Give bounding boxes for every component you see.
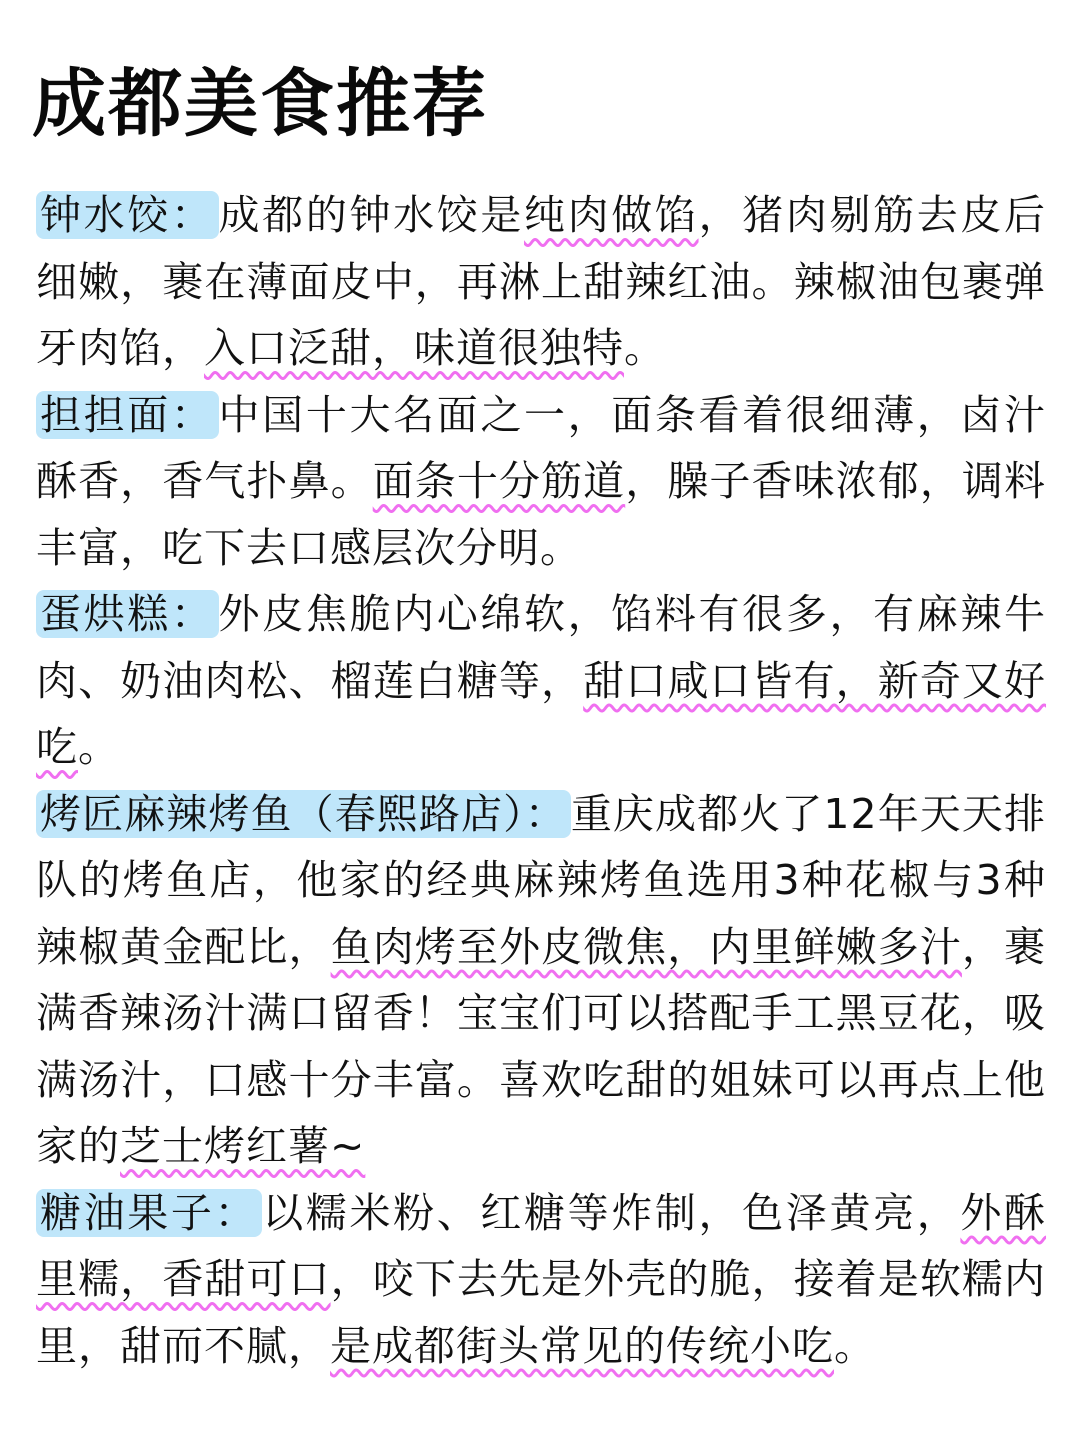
description-text: ，猪肉剔筋去皮后细嫩，裹在薄面皮中，再淋上甜辣红油。辣椒油包裹弹牙肉馅， xyxy=(36,191,1047,372)
food-name-label: 钟水饺： xyxy=(36,191,219,239)
description-text: ，裹满香辣汤汁满口留香！宝宝们可以搭配手工黑豆花，吸满汤汁，口感十分丰富。喜欢吃甜的姐妹可以再点上他家的 xyxy=(36,922,1047,1170)
highlighted-text: 面条十分筋道 xyxy=(372,457,626,505)
food-name-label: 糖油果子： xyxy=(36,1189,262,1237)
food-name-label: 担担面： xyxy=(36,391,219,439)
description-text: ，臊子香味浓郁，调料丰富，吃下去口感层次分明。 xyxy=(36,457,1047,572)
description-text: 。 xyxy=(834,1321,876,1370)
food-name-label: 烤匠麻辣烤鱼（春熙路店）： xyxy=(36,790,571,838)
article xyxy=(32,56,1047,1379)
food-entry xyxy=(36,581,1046,781)
description-text: ，咬下去先是外壳的脆，接着是软糯内里，甜而不腻， xyxy=(36,1255,1046,1370)
description-text: 。 xyxy=(78,723,120,771)
highlighted-text: 入口泛甜，味道很独特 xyxy=(204,324,624,372)
description-text: 成都的钟水饺是 xyxy=(218,191,525,239)
food-entry xyxy=(36,382,1046,582)
highlighted-text: 外酥里糯，香甜可口 xyxy=(36,1188,1047,1303)
highlighted-text: 芝士烤红薯~ xyxy=(120,1122,366,1170)
description-text: 以糯米粉、红糖等炸制，色泽黄亮， xyxy=(262,1188,961,1237)
description-text: 中国十大名面之一，面条看着很细薄，卤汁酥香，香气扑鼻。 xyxy=(36,390,1046,505)
food-entry xyxy=(36,781,1046,1180)
food-name-label: 蛋烘糕： xyxy=(36,590,219,638)
highlighted-text: 是成都街头常见的传统小吃 xyxy=(330,1321,834,1370)
description-text: 。 xyxy=(624,324,666,372)
highlighted-text: 甜口咸口皆有，新奇又好吃 xyxy=(36,656,1047,771)
description-text: 外皮焦脆内心绵软，馅料有很多，有麻辣牛肉、奶油肉松、榴莲白糖等， xyxy=(36,590,1046,705)
highlighted-text: 纯肉做馅 xyxy=(524,191,699,239)
food-entry xyxy=(36,1180,1046,1380)
page-title: 成都美食推荐 xyxy=(32,61,488,147)
highlighted-text: 鱼肉烤至外皮微焦，内里鲜嫩多汁 xyxy=(330,922,962,971)
food-list xyxy=(36,182,1046,1379)
food-entry xyxy=(36,182,1046,382)
description-text: 重庆成都火了12年天天排队的烤鱼店，他家的经典麻辣烤鱼选用3种花椒与3种辣椒黄金配比， xyxy=(36,789,1047,971)
